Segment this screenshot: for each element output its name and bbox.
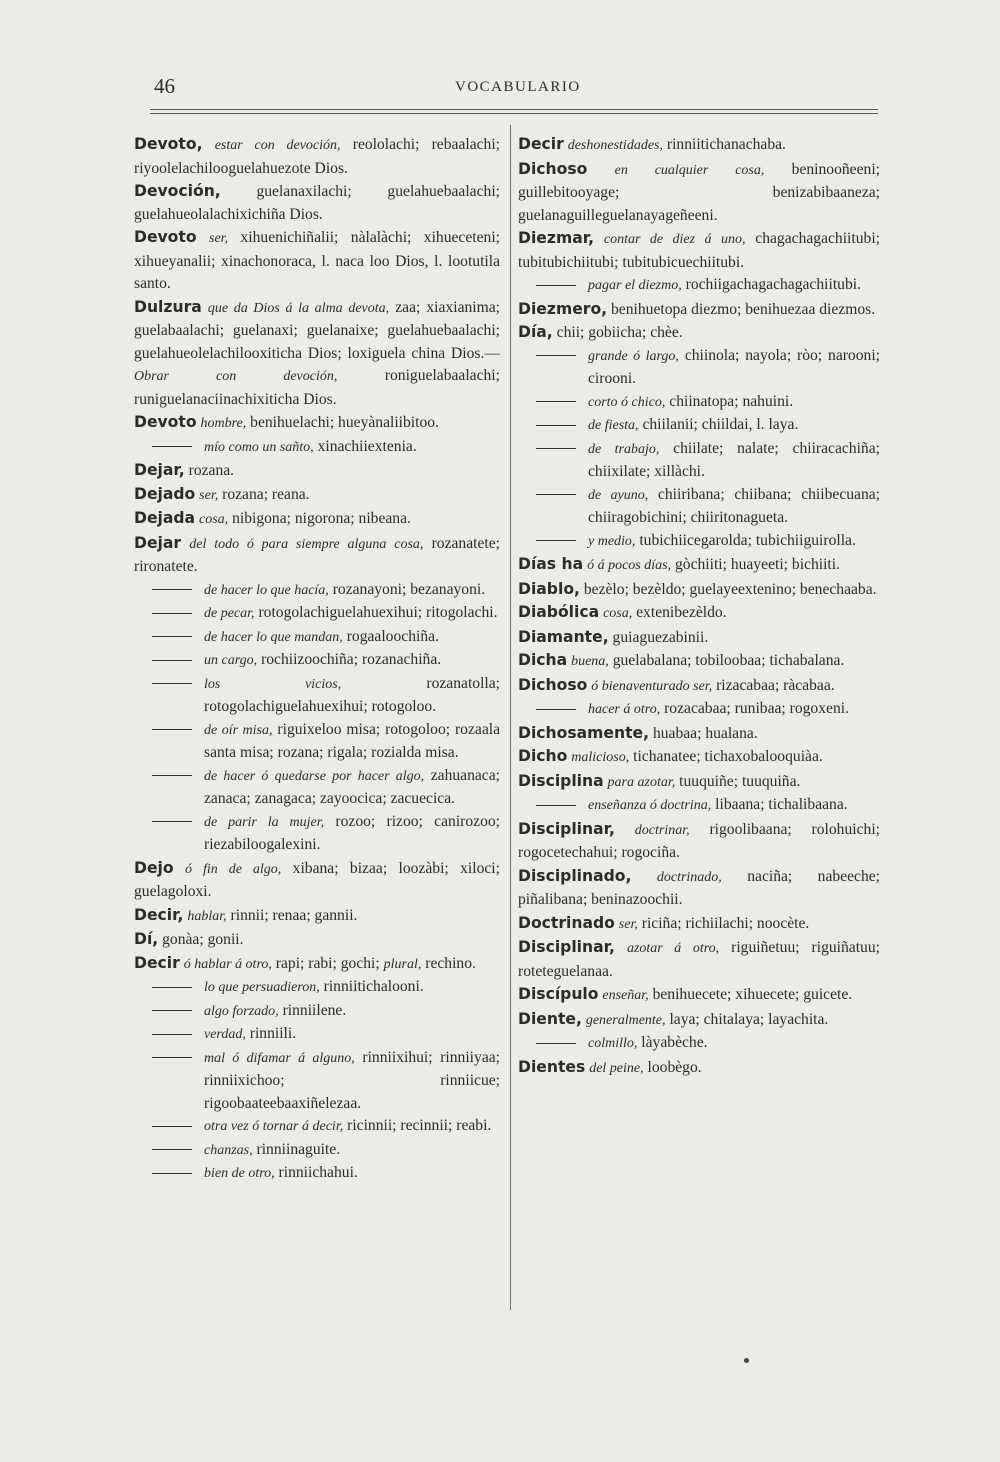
gloss: ó hablar á otro, xyxy=(183,956,272,972)
translation: chiilanii; chiildai, l. laya. xyxy=(642,416,799,433)
repeat-dash xyxy=(134,649,204,672)
sub-entry xyxy=(518,274,880,298)
translation: rinniili. xyxy=(249,1025,297,1042)
repeat-dash xyxy=(134,1162,204,1185)
repeat-dash xyxy=(134,1139,204,1162)
gloss: del peine, xyxy=(589,1060,644,1076)
headword: Devoto, xyxy=(134,135,203,153)
sub-entry xyxy=(134,626,500,650)
sub-entry xyxy=(134,1139,500,1163)
translation: chiinola; nayola; ròo; narooni; cirooni. xyxy=(588,346,880,387)
ink-dot xyxy=(744,1358,749,1363)
headword: Disciplinar, xyxy=(518,938,615,956)
translation: naciña; nabeeche; piñalibana; beninazoochii. xyxy=(518,867,880,908)
header-rule xyxy=(150,113,878,114)
gloss: grande ó largo, xyxy=(588,348,679,364)
repeat-dash xyxy=(518,484,588,507)
headword: Diabólica xyxy=(518,603,600,621)
translation: rogaaloochiña. xyxy=(346,627,439,645)
headword: Dejar, xyxy=(134,461,185,479)
headword: Dejar xyxy=(134,533,182,552)
translation: guelabalana; tobiloobaa; tichabalana. xyxy=(612,652,845,669)
dictionary-entry xyxy=(134,483,500,508)
translation: rizacabaa; ràcabaa. xyxy=(716,676,835,694)
dictionary-entry xyxy=(518,745,880,770)
dictionary-entry xyxy=(134,507,500,532)
repeat-dash xyxy=(518,438,588,461)
translation: gòchiiti; huayeeti; bichiiti. xyxy=(674,556,840,573)
dictionary-entry xyxy=(134,952,500,977)
sub-entry xyxy=(518,484,880,530)
dictionary-entry xyxy=(518,818,880,865)
translation: chii; gobiicha; chèe. xyxy=(556,324,683,341)
gloss: de ayuno, xyxy=(588,487,649,503)
translation: ricinnii; recinnii; reabi. xyxy=(347,1117,492,1134)
repeat-dash xyxy=(134,1000,204,1023)
dictionary-entry xyxy=(518,983,880,1008)
translation: rinniitichanachaba. xyxy=(666,136,786,153)
gloss: corto ó chico, xyxy=(588,394,666,410)
translation: reololachi; rebaalachi; riyoolelachilooguelahuezote Dios. xyxy=(134,136,501,177)
gloss: contar de diez á uno, xyxy=(603,232,746,247)
headword: Dulzura xyxy=(134,297,202,316)
gloss: doctrinado, xyxy=(656,869,722,885)
gloss: de fiesta, xyxy=(588,418,639,433)
translation: chiiribana; chiibana; chiibecuana; chiiragobichini; chiiritonagueta. xyxy=(588,485,881,526)
gloss: cosa, xyxy=(603,606,633,621)
sub-entry xyxy=(134,719,500,765)
translation: rotogolachiguelahuexihui; ritogolachi. xyxy=(258,604,498,621)
dictionary-entry xyxy=(518,227,880,274)
sub-entry xyxy=(518,391,880,415)
gloss: ser, xyxy=(618,916,638,932)
dictionary-entry xyxy=(518,133,880,158)
dictionary-entry xyxy=(518,321,880,345)
translation: rinniixihui; rinniiyaa; rinniixichoo; rinniicue; rigoobaateebaaxiñelezaa. xyxy=(204,1048,500,1112)
gloss: de hacer lo que hacía, xyxy=(204,582,329,598)
sub-entry xyxy=(134,1115,500,1139)
sub-entry xyxy=(518,530,880,554)
gloss: ó fin de algo, xyxy=(184,861,282,877)
translation: laya; chitalaya; layachita. xyxy=(669,1010,829,1028)
translation: rochiizoochiña; rozanachiña. xyxy=(261,651,442,668)
gloss: de pecar, xyxy=(204,606,255,621)
gloss: azotar á otro, xyxy=(626,941,720,956)
translation: rozanayoni; bezanayoni. xyxy=(332,580,486,598)
translation: làyabèche. xyxy=(641,1034,708,1051)
gloss: otra vez ó tornar á decir, xyxy=(204,1119,344,1134)
dictionary-entry xyxy=(518,865,880,912)
translation: rinnii; renaa; gannii. xyxy=(230,906,358,924)
translation: benihuetopa diezmo; benihuezaa diezmos. xyxy=(611,300,876,318)
gloss: doctrinar, xyxy=(634,822,690,838)
translation: zaa; xiaxianima; guelabaalachi; guelanaxi; guelanaixe; guelahuebaalachi; guelahueolelachilooxiticha Dios; loxiguela china Dios.— xyxy=(134,298,501,362)
translation: libaana; tichalibaana. xyxy=(715,796,848,813)
gloss: ser, xyxy=(199,487,219,503)
sub-entry xyxy=(134,579,500,603)
column-divider xyxy=(510,125,511,1310)
gloss: y medio, xyxy=(588,533,636,549)
gloss: bien de otro, xyxy=(204,1166,275,1181)
headword: Diente, xyxy=(518,1009,582,1028)
headword: Diezmar, xyxy=(518,229,595,247)
page-number: 46 xyxy=(154,74,175,98)
headword: Devoción, xyxy=(134,182,221,200)
translation: xinachiiextenia. xyxy=(317,437,417,455)
gloss: ó á pocos días, xyxy=(587,558,672,573)
running-title: VOCABULARIO xyxy=(455,79,581,95)
gloss: cosa, xyxy=(198,512,229,527)
sub-entry xyxy=(518,698,880,722)
headword: Devoto xyxy=(134,413,197,431)
translation: chiilate; nalate; chiiracachiña; chiixilate; xillàchi. xyxy=(588,439,880,480)
translation: rozacabaa; runibaa; rogoxeni. xyxy=(664,700,849,717)
dictionary-entry xyxy=(518,912,880,937)
translation: extenibezèldo. xyxy=(636,604,727,621)
translation: loobègo. xyxy=(647,1058,702,1076)
translation: tuuquiñe; tuuquiña. xyxy=(679,772,801,790)
dictionary-entry xyxy=(134,180,500,226)
translation: chiinatopa; nahuini. xyxy=(669,392,794,410)
repeat-dash xyxy=(134,811,204,834)
gloss: buena, xyxy=(571,654,609,669)
gloss: de trabajo, xyxy=(588,441,660,457)
gloss: de hacer lo que mandan, xyxy=(204,629,343,645)
sub-entry xyxy=(518,438,880,484)
dictionary-entry xyxy=(518,770,880,795)
translation: zahuanaca; zanaca; zanagaca; zayoocica; zacuecica. xyxy=(204,766,500,807)
sub-entry xyxy=(518,414,880,438)
sub-entry xyxy=(134,1162,500,1186)
repeat-dash xyxy=(518,1032,588,1055)
headword: Doctrinado xyxy=(518,913,615,932)
gloss: del todo ó para siempre alguna cosa, xyxy=(189,536,424,552)
gloss: hacer á otro, xyxy=(588,702,661,717)
dictionary-entry xyxy=(518,601,880,626)
repeat-dash xyxy=(134,436,204,459)
sub-entry xyxy=(518,1032,880,1056)
headword: Dejo xyxy=(134,858,174,877)
headword: Dejado xyxy=(134,484,196,503)
headword: Devoto xyxy=(134,228,197,246)
gloss: generalmente, xyxy=(585,1012,666,1028)
repeat-dash xyxy=(518,530,588,553)
translation: tichanatee; tichaxobalooquiàa. xyxy=(633,748,823,765)
translation: rapi; rabi; gochi; xyxy=(275,954,380,972)
dictionary-entry xyxy=(518,626,880,650)
gloss: algo forzado, xyxy=(204,1003,279,1019)
gloss: mal ó difamar á alguno, xyxy=(204,1050,355,1066)
headword: Decir, xyxy=(134,905,184,924)
translation: xibana; bizaa; loozàbi; xiloci; guelagoloxi. xyxy=(134,859,500,900)
translation: rozoo; rizoo; canirozoo; riezabiloogalexini. xyxy=(204,812,500,853)
gloss: en cualquier cosa, xyxy=(614,162,765,178)
headword: Día, xyxy=(518,323,553,341)
translation: beninooñeeni; guillebitooyage; benizabibaaneza; guelanaguilleguelanayageñeeni. xyxy=(518,160,880,224)
sub-entry xyxy=(134,1047,500,1116)
gloss: Obrar con devoción, xyxy=(134,369,338,384)
translation: riguiñetuu; riguiñatuu; roteteguelanaa. xyxy=(518,939,880,980)
headword: Días ha xyxy=(518,555,584,573)
dictionary-entry xyxy=(518,649,880,674)
headword: Diamante, xyxy=(518,627,609,646)
translation: nibigona; nigorona; nibeana. xyxy=(232,510,411,527)
repeat-dash xyxy=(134,602,204,625)
dictionary-entry xyxy=(134,226,500,296)
gloss: estar con devoción, xyxy=(214,138,341,153)
gloss: ser, xyxy=(209,231,229,246)
dictionary-entry xyxy=(518,936,880,983)
headword: Discípulo xyxy=(518,985,599,1003)
dictionary-entry xyxy=(134,904,500,929)
translation: rozanatete; rironatete. xyxy=(134,534,500,575)
translation: rinniichahui. xyxy=(278,1164,358,1181)
headword: Dichosamente, xyxy=(518,723,650,742)
repeat-dash xyxy=(518,414,588,437)
gloss: mío como un sañto, xyxy=(204,439,314,455)
dictionary-entry xyxy=(134,532,500,579)
gloss: ó bienaventurado ser, xyxy=(591,678,713,694)
dictionary-entry xyxy=(518,553,880,578)
gloss: deshonestidades, xyxy=(567,138,663,153)
dictionary-entry xyxy=(518,1008,880,1033)
gloss: enseñanza ó doctrina, xyxy=(588,798,712,813)
translation: bezèlo; bezèldo; guelayeextenino; benechaaba. xyxy=(583,580,877,598)
right-column xyxy=(518,133,880,1080)
repeat-dash xyxy=(134,1023,204,1046)
headword: Dientes xyxy=(518,1057,586,1076)
repeat-dash xyxy=(518,391,588,414)
sub-entry xyxy=(134,649,500,673)
headword: Dicho xyxy=(518,747,568,765)
dictionary-entry xyxy=(134,857,500,904)
repeat-dash xyxy=(134,1047,204,1070)
headword: Decir xyxy=(518,135,564,153)
translation: riguixeloo misa; rotogoloo; rozaala santa misa; rozana; rigala; rozialda misa. xyxy=(204,720,500,761)
translation: roniguelabaalachi; runiguelanaciinachixiticha Dios. xyxy=(134,367,500,408)
gloss: de oír misa, xyxy=(204,722,273,738)
headword: Diezmero, xyxy=(518,299,608,318)
translation: rigoolibaana; rolohuichi; rogocetechahui; rogociña. xyxy=(518,820,880,861)
sub-entry xyxy=(134,1023,500,1047)
translation: rozanatolla; rotogolachiguelahuexihui; rotogoloo. xyxy=(204,674,500,715)
translation: xihuenichiñalii; nàlalàchi; xihueceteni; xihueyanalii; xinachonoraca, l. naca loo Dios, l. lootutila santo. xyxy=(134,229,500,292)
headword: Disciplina xyxy=(518,771,604,790)
dictionary-entry xyxy=(518,578,880,602)
translation: chagachagachiitubi; tubitubichiitubi; tubitubicuechiitubi. xyxy=(518,230,880,271)
repeat-dash xyxy=(518,794,588,817)
gloss: colmillo, xyxy=(588,1036,638,1051)
translation: rechino. xyxy=(425,954,476,972)
gloss: de parir la mujer, xyxy=(204,814,325,830)
dictionary-entry xyxy=(518,1056,880,1081)
gloss: pagar el diezmo, xyxy=(588,278,682,293)
repeat-dash xyxy=(134,719,204,742)
sub-entry xyxy=(134,1000,500,1024)
translation: guiaguezabinii. xyxy=(612,628,709,646)
sub-entry xyxy=(518,345,880,391)
translation: gonàa; gonii. xyxy=(162,931,244,948)
headword: Dichoso xyxy=(518,159,588,178)
dictionary-entry xyxy=(518,722,880,746)
dictionary-entry xyxy=(518,674,880,699)
sub-entry xyxy=(518,794,880,818)
translation: rinniilene. xyxy=(282,1001,347,1019)
gloss: hablar, xyxy=(187,908,227,924)
dictionary-entry xyxy=(134,296,500,412)
header-rule xyxy=(150,109,878,110)
gloss: chanzas, xyxy=(204,1142,253,1158)
sub-entry xyxy=(134,765,500,811)
translation: rochiigachagachagachiitubi. xyxy=(685,276,861,293)
gloss: enseñar, xyxy=(602,988,649,1003)
translation: benihuelachi; hueyànaliibitoo. xyxy=(250,414,439,431)
translation: huabaa; hualana. xyxy=(652,724,758,742)
gloss: de hacer ó quedarse por hacer algo, xyxy=(204,768,425,784)
repeat-dash xyxy=(134,976,204,999)
headword: Disciplinar, xyxy=(518,819,615,838)
repeat-dash xyxy=(134,579,204,602)
gloss: un cargo, xyxy=(204,653,258,668)
repeat-dash xyxy=(134,765,204,788)
headword: Decir xyxy=(134,953,180,972)
sub-entry xyxy=(134,976,500,1000)
repeat-dash xyxy=(134,673,204,696)
headword: Dicha xyxy=(518,651,568,669)
gloss: que da Dios á la alma devota, xyxy=(207,300,390,316)
dictionary-entry xyxy=(518,298,880,322)
sub-entry xyxy=(134,811,500,857)
repeat-dash xyxy=(518,698,588,721)
sub-entry xyxy=(134,602,500,626)
dictionary-entry xyxy=(134,133,500,180)
translation: rozana; reana. xyxy=(222,485,310,503)
dictionary-entry xyxy=(518,158,880,228)
headword: Dí, xyxy=(134,930,159,948)
sub-entry xyxy=(134,436,500,460)
repeat-dash xyxy=(518,274,588,297)
repeat-dash xyxy=(518,345,588,368)
dictionary-entry xyxy=(134,411,500,436)
gloss: lo que persuadieron, xyxy=(204,980,320,995)
headword: Disciplinado, xyxy=(518,866,632,885)
dictionary-entry xyxy=(134,928,500,952)
gloss: verdad, xyxy=(204,1027,246,1042)
translation: tubichiicegarolda; tubichiiguirolla. xyxy=(639,531,856,549)
gloss: hombre, xyxy=(200,416,247,431)
headword: Diablo, xyxy=(518,579,580,598)
translation: guelanaxilachi; guelahuebaalachi; guelahueolalachixichiña Dios. xyxy=(134,183,500,223)
repeat-dash xyxy=(134,626,204,649)
gloss: para azotar, xyxy=(607,774,676,790)
gloss: malicioso, xyxy=(571,750,630,765)
gloss: plural, xyxy=(383,956,422,972)
headword: Dejada xyxy=(134,509,196,527)
translation: rinniinaguite. xyxy=(256,1140,341,1158)
headword: Dichoso xyxy=(518,675,588,694)
sub-entry xyxy=(134,673,500,719)
translation: rozana. xyxy=(188,462,235,479)
translation: benihuecete; xihuecete; guicete. xyxy=(652,986,853,1003)
gloss: los vicios, xyxy=(204,676,342,692)
translation: riciña; richiilachi; noocète. xyxy=(641,914,810,932)
repeat-dash xyxy=(134,1115,204,1138)
dictionary-entry xyxy=(134,459,500,483)
left-column xyxy=(134,133,500,1186)
translation: rinniitichalooni. xyxy=(323,978,424,995)
